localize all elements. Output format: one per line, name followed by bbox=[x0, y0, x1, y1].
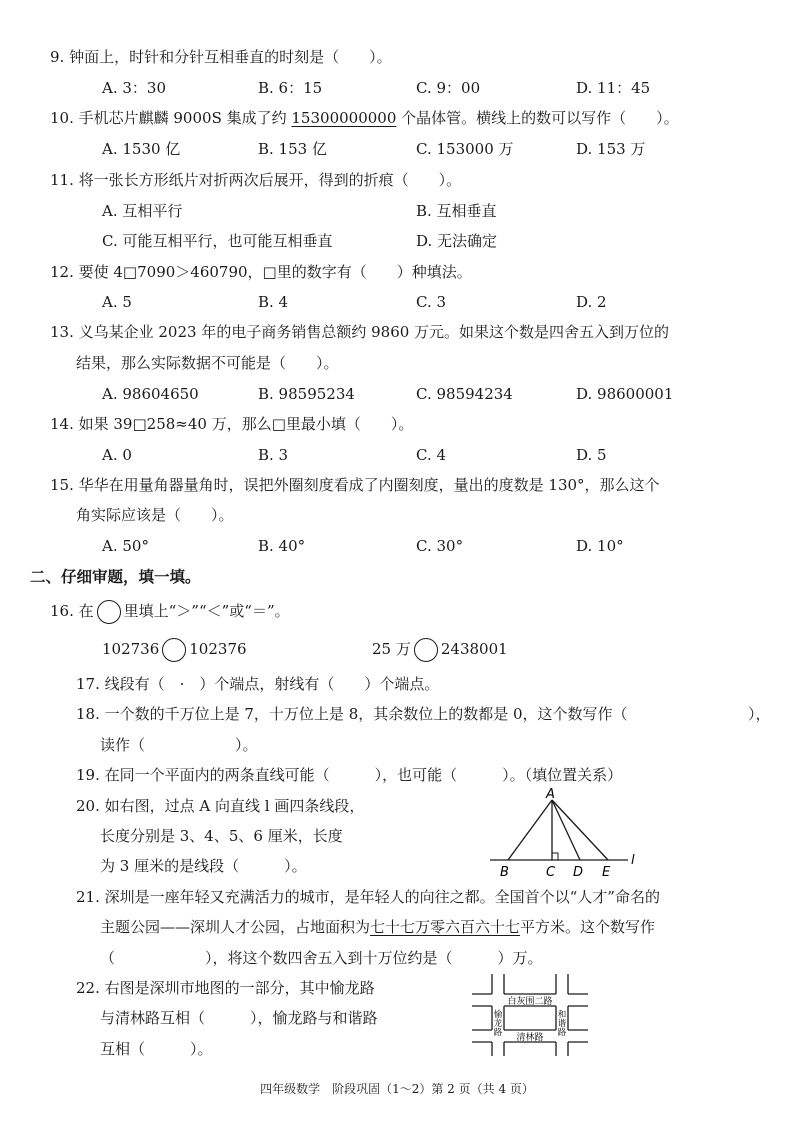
q10-option-d: D. 153 万 bbox=[576, 140, 646, 158]
q18-line1: 18. 一个数的千万位上是 7，十万位上是 8，其余数位上的数都是 0，这个数写作（ bbox=[76, 705, 628, 723]
q15-stem-line1: 15. 华华在用量角器量角时，误把外圈刻度看成了内圈刻度，量出的度数是 130°，那么这个 bbox=[50, 476, 660, 494]
q9-stem: 9. 钟面上，时针和分针互相垂直的时刻是（ ）。 bbox=[50, 48, 392, 66]
figure-22-street-map bbox=[470, 970, 592, 1058]
q14-option-b: B. 3 bbox=[258, 446, 289, 464]
figure-20-perpendicular-diagram bbox=[484, 786, 644, 878]
q21-line1: 21. 深圳是一座年轻又充满活力的城市，是年轻人的向往之都。全国首个以“人才”命名的 bbox=[76, 888, 660, 906]
comparison-circle-icon bbox=[97, 600, 121, 624]
map-left-road-char-3: 路 bbox=[493, 1028, 503, 1038]
q9-option-b: B. 6：15 bbox=[258, 79, 323, 97]
section-2-title: 二、仔细审题，填一填。 bbox=[30, 567, 201, 586]
q15-option-a: A. 50° bbox=[102, 537, 149, 555]
q13-option-a: A. 98604650 bbox=[102, 385, 199, 403]
q13-option-b: B. 98595234 bbox=[258, 385, 355, 403]
map-right-road-char-1: 和 bbox=[557, 1010, 567, 1020]
q10-option-c: C. 153000 万 bbox=[416, 140, 514, 158]
q10-option-b: B. 153 亿 bbox=[258, 140, 327, 158]
q15-option-c: C. 30° bbox=[416, 537, 464, 555]
map-right-road-char-2: 谐 bbox=[557, 1019, 567, 1029]
q9-option-d: D. 11：45 bbox=[576, 79, 651, 97]
q20-line3: 为 3 厘米的是线段（ ）。 bbox=[100, 857, 307, 875]
q16-stem: 16. 在 里填上“＞”“＜”或“＝”。 bbox=[50, 600, 290, 624]
q17-stem: 17. 线段有（ · ）个端点，射线有（ ）个端点。 bbox=[76, 675, 440, 693]
q18-close: ）， bbox=[748, 705, 771, 723]
q13-stem-line1: 13. 义乌某企业 2023 年的电子商务销售总额约 9860 万元。如果这个数是四舍五入到万位的 bbox=[50, 323, 670, 341]
q21-line3: （ ），将这个数四舍五入到十万位约是（ ）万。 bbox=[100, 949, 543, 967]
q11-stem: 11. 将一张长方形纸片对折两次后展开，得到的折痕（ ）。 bbox=[50, 171, 462, 189]
q22-line1: 22. 右图是深圳市地图的一部分，其中愉龙路 bbox=[76, 979, 375, 997]
q21-underlined-number: 七十七万零六百六十七 bbox=[370, 918, 521, 936]
answer-circle-2[interactable] bbox=[414, 638, 438, 662]
q11-option-d: D. 无法确定 bbox=[416, 232, 498, 250]
q14-option-d: D. 5 bbox=[576, 446, 607, 464]
q14-stem: 14. 如果 39□258≈40 万，那么□里最小填（ ）。 bbox=[50, 415, 414, 433]
point-b-label: B bbox=[500, 865, 509, 878]
q12-option-d: D. 2 bbox=[576, 293, 607, 311]
q13-option-c: C. 98594234 bbox=[416, 385, 513, 403]
point-d-label: D bbox=[573, 865, 584, 878]
map-left-road-char-1: 愉 bbox=[493, 1010, 503, 1020]
q15-stem-line2: 角实际应该是（ ）。 bbox=[76, 506, 234, 524]
answer-circle-1[interactable] bbox=[162, 638, 186, 662]
q11-option-a: A. 互相平行 bbox=[102, 202, 183, 220]
q16-compare-2: 25 万 2438001 bbox=[372, 638, 508, 662]
q22-line3: 互相（ ）。 bbox=[100, 1040, 213, 1058]
map-bottom-road-label: 清林路 bbox=[516, 1033, 544, 1043]
q12-option-b: B. 4 bbox=[258, 293, 289, 311]
q15-option-b: B. 40° bbox=[258, 537, 306, 555]
q12-option-c: C. 3 bbox=[416, 293, 447, 311]
q10-option-a: A. 1530 亿 bbox=[102, 140, 181, 158]
q20-line1: 20. 如右图，过点 A 向直线 l 画四条线段， bbox=[76, 797, 365, 815]
line-l-label: l bbox=[631, 853, 635, 868]
q9-option-a: A. 3：30 bbox=[102, 79, 166, 97]
q14-option-a: A. 0 bbox=[102, 446, 132, 464]
q14-option-c: C. 4 bbox=[416, 446, 447, 464]
q15-option-d: D. 10° bbox=[576, 537, 624, 555]
q20-line2: 长度分别是 3、4、5、6 厘米，长度 bbox=[100, 827, 343, 845]
q22-line2: 与清林路互相（ ），愉龙路与和谐路 bbox=[100, 1009, 378, 1027]
q9-option-c: C. 9：00 bbox=[416, 79, 481, 97]
q12-stem: 12. 要使 4□7090＞460790，□里的数字有（ ）种填法。 bbox=[50, 263, 472, 281]
q11-option-c: C. 可能互相平行，也可能互相垂直 bbox=[102, 232, 333, 250]
point-a-label: A bbox=[546, 787, 555, 802]
map-top-road-label: 白灰围二路 bbox=[507, 997, 553, 1007]
q16-compare-1: 102736 102376 bbox=[102, 638, 247, 662]
point-c-label: C bbox=[546, 865, 556, 878]
q13-option-d: D. 98600001 bbox=[576, 385, 674, 403]
q19-stem: 19. 在同一个平面内的两条直线可能（ ），也可能（ ）。（填位置关系） bbox=[76, 766, 623, 784]
q12-option-a: A. 5 bbox=[102, 293, 132, 311]
q11-option-b: B. 互相垂直 bbox=[416, 202, 497, 220]
q10-underlined-number: 15300000000 bbox=[291, 109, 397, 127]
page-footer: 四年级数学 阶段巩固（1～2）第 2 页（共 4 页） bbox=[260, 1082, 534, 1096]
map-right-road-char-3: 路 bbox=[557, 1028, 567, 1038]
q13-stem-line2: 结果，那么实际数据不可能是（ ）。 bbox=[76, 354, 339, 372]
q10-stem: 10. 手机芯片麒麟 9000S 集成了约 15300000000 个晶体管。横线上的数可以写作（ ）。 bbox=[50, 109, 679, 127]
point-e-label: E bbox=[602, 865, 611, 878]
q21-line2: 主题公园——深圳人才公园，占地面积为七十七万零六百六十七平方米。这个数写作 bbox=[100, 918, 656, 936]
map-left-road-char-2: 龙 bbox=[493, 1019, 503, 1029]
q18-line2: 读作（ ）。 bbox=[100, 736, 258, 754]
